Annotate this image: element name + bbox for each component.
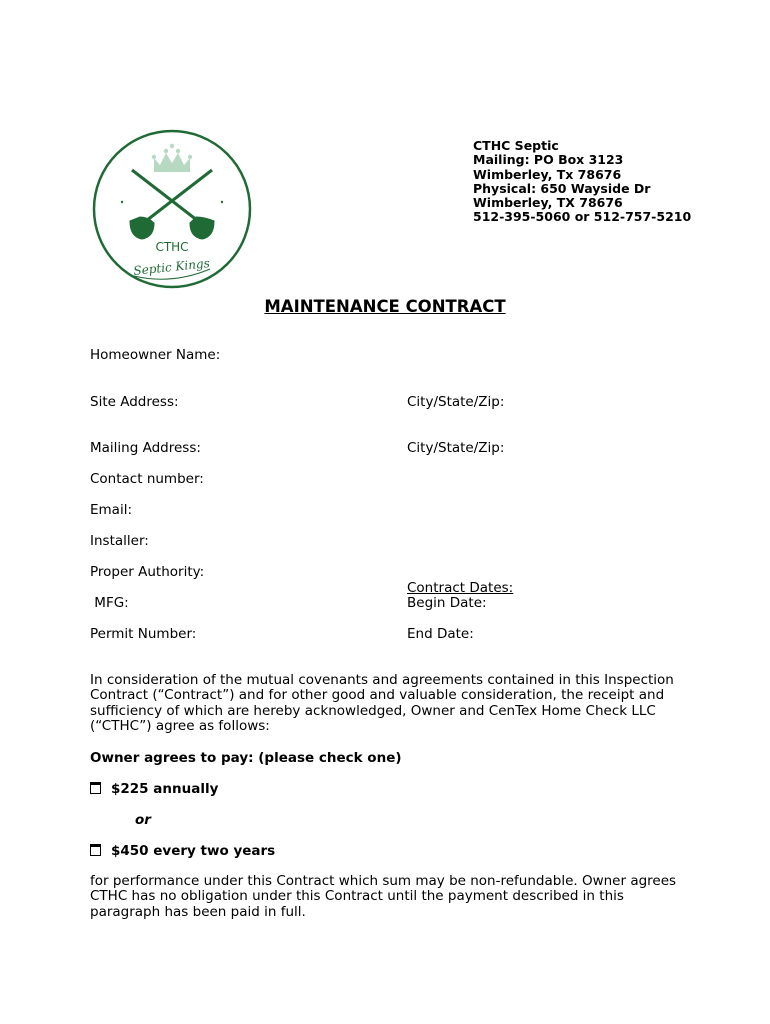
company-line: Wimberley, Tx 78676 bbox=[473, 166, 622, 182]
cthc-septic-kings-logo bbox=[92, 125, 254, 293]
installer-label: Installer: bbox=[90, 533, 149, 549]
end-date-label: End Date: bbox=[407, 626, 474, 642]
mailing-address-label: Mailing Address: bbox=[90, 440, 201, 456]
logo-text: CTHC bbox=[155, 240, 189, 254]
company-line: Physical: 650 Wayside Dr bbox=[473, 180, 651, 196]
crossed-shovels-icon bbox=[130, 170, 214, 239]
mailing-city-state-zip-label: City/State/Zip: bbox=[407, 440, 505, 456]
company-line: Wimberley, TX 78676 bbox=[473, 195, 623, 211]
company-line: CTHC Septic bbox=[473, 138, 559, 153]
begin-date-label: Begin Date: bbox=[407, 595, 487, 611]
page-title: MAINTENANCE CONTRACT bbox=[264, 297, 506, 316]
company-info bbox=[473, 139, 691, 225]
checkbox-biennial[interactable] bbox=[90, 844, 101, 856]
checkbox-annual[interactable] bbox=[90, 782, 101, 794]
proper-authority-label: Proper Authority: bbox=[90, 564, 205, 580]
email-label: Email: bbox=[90, 502, 133, 518]
company-line: 512-395-5060 or 512-757-5210 bbox=[473, 209, 692, 225]
option-annual-label: $225 annually bbox=[111, 781, 219, 797]
company-line: Mailing: PO Box 3123 bbox=[473, 152, 624, 168]
payment-heading: Owner agrees to pay: (please check one) bbox=[90, 750, 402, 766]
option-biennial-label: $450 every two years bbox=[111, 843, 276, 859]
payment-option-biennial bbox=[90, 843, 275, 859]
contact-number-label: Contact number: bbox=[90, 471, 204, 487]
or-text: or bbox=[135, 812, 151, 828]
mfg-label: MFG: bbox=[90, 595, 129, 611]
crown-icon bbox=[152, 144, 192, 172]
contract-dates-label: Contract Dates: bbox=[407, 580, 514, 596]
site-city-state-zip-label: City/State/Zip: bbox=[407, 394, 505, 410]
logo-script-text: Septic Kings bbox=[132, 256, 211, 278]
homeowner-name-label: Homeowner Name: bbox=[90, 347, 221, 363]
payment-option-annual bbox=[90, 781, 218, 797]
permit-number-label: Permit Number: bbox=[90, 626, 197, 642]
closing-paragraph: for performance under this Contract which sum may be non-refundable. Owner agrees CTHC has no obligation under this Contract until the payment described in this paragraph has been paid in full. bbox=[90, 873, 677, 920]
intro-paragraph: In consideration of the mutual covenants and agreements contained in this Inspection Contract (“Contract”) and for other good and valuable consideration, the receipt and sufficiency of which are hereby acknowledged, Owner and CenTex Home Check LLC (“CTHC”) agree as follows: bbox=[90, 672, 674, 735]
site-address-label: Site Address: bbox=[90, 394, 179, 410]
